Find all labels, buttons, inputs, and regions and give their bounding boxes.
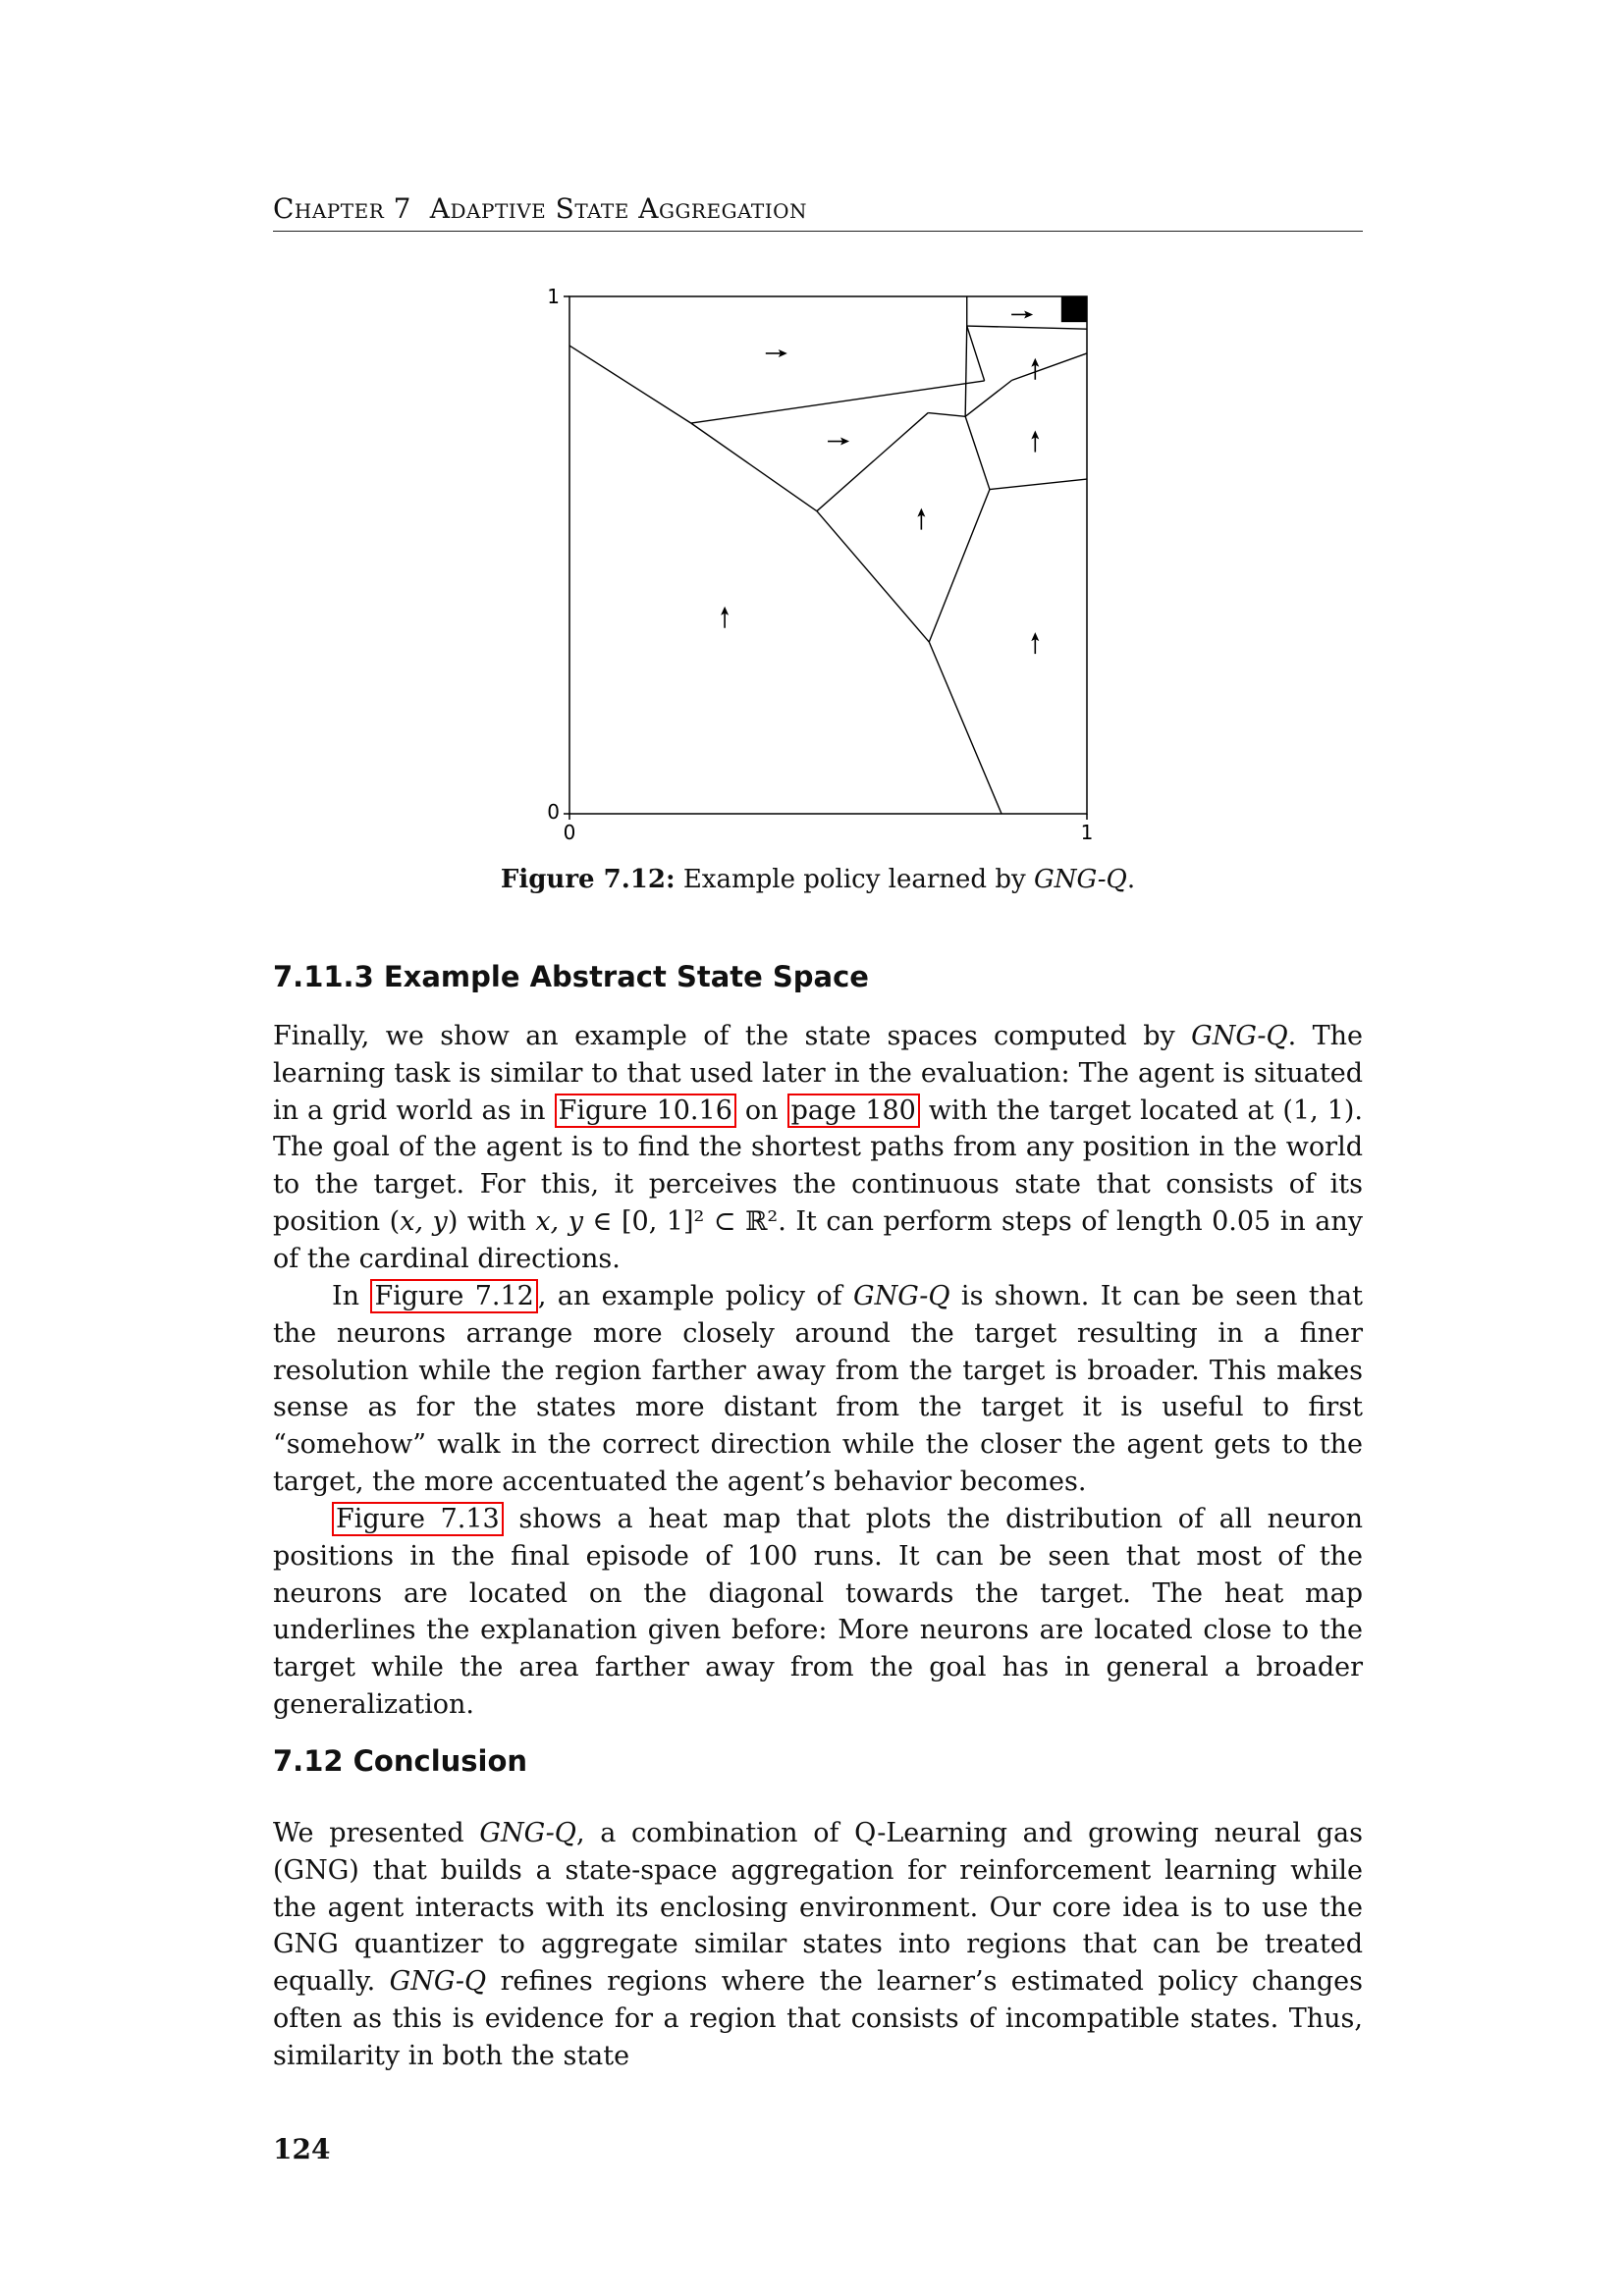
region-edge-11 [1012,353,1087,380]
region-boundaries [569,296,1087,814]
p2-text-2: , an example policy of [537,1281,854,1311]
policy-arrow-up [1031,431,1039,453]
p4-text-1: We presented [273,1818,480,1848]
caption-gngq: GNG-Q [1033,865,1127,894]
p1-text-6: ∈ [0, 1]² ⊂ ℝ². It can perform steps of length 0.05 in any of the cardinal directions. [273,1205,1364,1274]
figure-label: Figure 7.12: [500,865,676,894]
policy-arrow-right [766,349,787,357]
region-edge-6 [929,642,1001,814]
link-figure-7-13[interactable]: Figure 7.13 [332,1502,504,1536]
section-heading-7-12: 7.12 Conclusion [273,1744,528,1778]
p1-gngq: GNG-Q [1191,1021,1288,1051]
link-figure-7-12[interactable]: Figure 7.12 [370,1279,537,1313]
policy-arrows [721,296,1087,654]
p3-text-1: shows a heat map that plots the distribution of all neuron positions in the final episode of 100 runs. It can be seen that most of the neurons are located on the diagonal towards the target. The heat map underlines the explanation given before: More neurons are located close to the target while the area farther away from the goal has in general a broader generalization. [273,1504,1363,1720]
region-edge-8 [990,479,1087,490]
region-edge-4 [928,413,965,417]
paragraph-state-space [273,1018,1363,1278]
region-edge-12 [965,326,967,416]
region-edge-3 [817,413,928,511]
caption-text: Example policy learned by [682,865,1034,894]
region-edge-9 [965,416,990,489]
figure-caption [273,865,1363,894]
p2-gngq: GNG-Q [853,1281,950,1311]
y-tick-label-1: 1 [547,285,560,308]
running-header [273,192,1363,225]
p2-text-1: In [332,1281,371,1311]
p4-gngq-2: GNG-Q [389,1966,487,1998]
p4-gngq-1: GNG-Q [479,1818,576,1848]
caption-period: . [1126,865,1136,894]
region-edge-10 [965,380,1011,416]
header-rule [273,231,1363,232]
paragraph-conclusion [273,1815,1363,2075]
target-square [1061,296,1087,322]
p2-text-3: is shown. It can be seen that the neurons arrange more closely around the target resulting in a finer resolution while the region farther away from the target is broader. This makes sense as for the states more distant from the target it is useful to first “somehow” walk in the correct direction while the closer the agent gets to the target, the more accentuated the agent’s behavior becomes. [273,1281,1364,1497]
region-edge-7 [929,490,990,642]
policy-arrow-up [721,607,729,628]
y-tick-label-0: 0 [547,800,560,824]
p1-text-4: with the target located at (1, 1). The goal of the agent is to find the shortest paths from any position in the world to the target. For this, it perceives the continuous state that consists of its position ( [273,1095,1363,1237]
header-title: Adaptive State Aggregation [429,192,808,225]
policy-arrow-right [828,438,849,446]
policy-figure [530,280,1100,849]
header-chapter: Chapter 7 [273,192,411,225]
p4-text-2: , a combination of Q-Learning and growing neural gas (GNG) that builds a state-space aggregation for reinforcement learning while the agent interacts with its enclosing environment. Our core idea is to use the GNG quantizer to aggregate similar states into regions that can be treated equally. [273,1818,1363,1998]
region-edge-13 [967,326,985,381]
region-edge-14 [967,326,1087,329]
p4-text-3: refines regions where the learner’s estimated policy changes often as this is evidence for a region that consists of incompatible states. Thus, similarity in both the state [273,1966,1363,2071]
section-heading-7-11-3: 7.11.3 Example Abstract State Space [273,960,869,993]
region-edge-5 [817,511,929,642]
plot-frame [569,296,1087,814]
paragraph-policy [273,1278,1363,1501]
p1-text-1: Finally, we show an example of the state spaces computed by [273,1021,1192,1051]
policy-arrow-right [1011,310,1033,318]
p1-text-3: on [735,1095,787,1126]
region-edge-1 [691,423,817,511]
policy-arrow-up [1031,358,1039,380]
policy-arrow-up [917,508,925,530]
p1-text-2: . The learning task is similar to that used later in the evaluation: The agent is situated in a grid world as in [273,1021,1363,1126]
page-number: 124 [273,2133,331,2165]
p1-text-5: ) with [447,1205,536,1237]
paragraph-heatmap [273,1501,1363,1724]
p1-xy-2: x, y [535,1205,583,1237]
policy-arrow-up [1031,632,1039,654]
x-tick-label-1: 1 [1080,821,1094,844]
p1-xy-1: x, y [400,1205,448,1237]
region-edge-2 [691,381,985,423]
x-tick-label-0: 0 [563,821,576,844]
region-edge-0 [569,346,691,423]
link-page-180[interactable]: page 180 [787,1094,920,1128]
link-figure-10-16[interactable]: Figure 10.16 [555,1094,736,1128]
plot-axes [547,285,1093,844]
